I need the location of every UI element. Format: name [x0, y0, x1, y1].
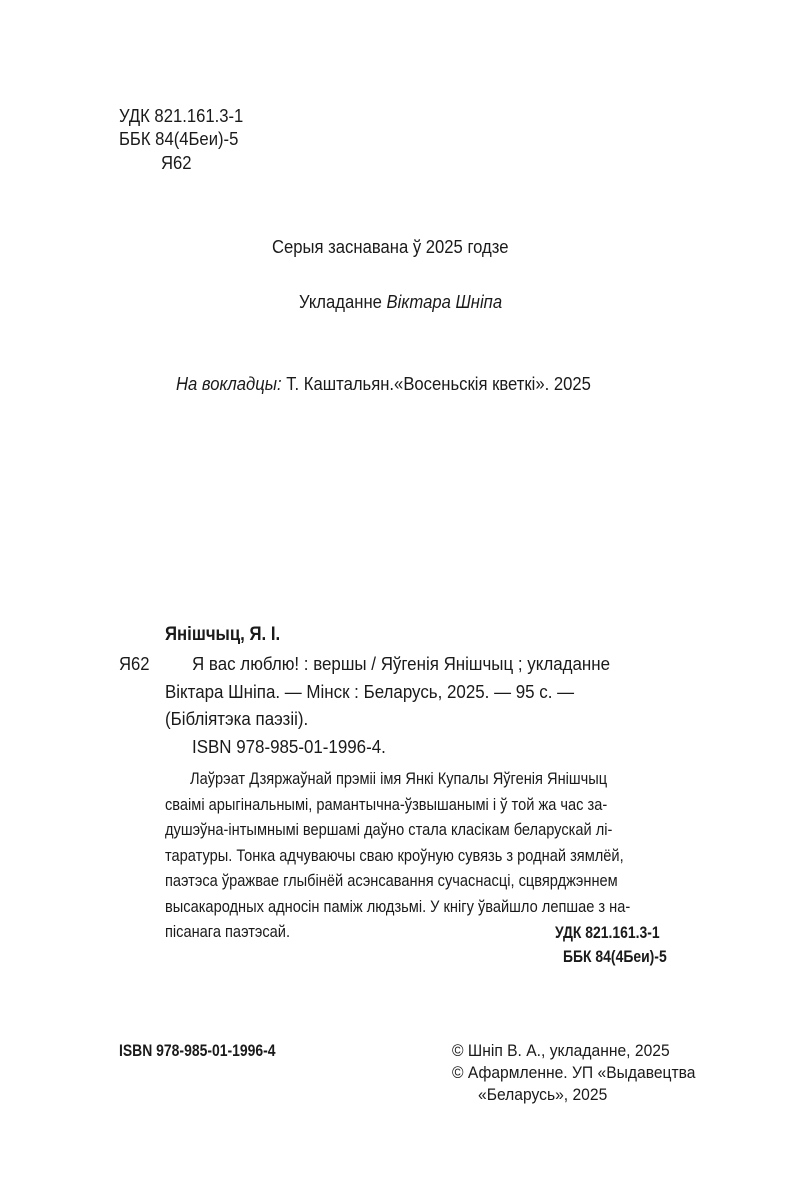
- annotation-line: Лаўрэат Дзяржаўнай прэміі імя Янкі Купалы Яўгенія Янішчыц: [190, 769, 608, 788]
- footer-isbn: ISBN 978-985-01-1996-4: [119, 1041, 276, 1060]
- compiler-line: [299, 290, 525, 314]
- annotation-line: высакародных адносін паміж людзьмі. У кнігу ўвайшло лепшае з на-: [165, 896, 631, 916]
- compiler-prefix: Укладанне: [299, 291, 387, 312]
- catalog-desc-line: (Бібліятэка паэзіі).: [165, 708, 309, 729]
- annotation: [165, 766, 706, 945]
- annotation-line: пісанага паэтэсай.: [165, 922, 291, 941]
- copyright-line: © Шніп В. А., укладанне, 2025: [452, 1041, 670, 1060]
- compiler-name: Віктара Шніпа: [386, 291, 503, 312]
- catalog-udk: УДК 821.161.3-1: [555, 923, 660, 942]
- annotation-line: душэўна-інтымнымі вершамі даўно стала класікам беларускай лі-: [165, 820, 613, 839]
- copyright-line: © Афармленне. УП «Выдавецтва: [452, 1063, 696, 1082]
- annotation-line: паэтэса ўражвае глыбінёй асэнсавання сучаснасці, сцвярджэннем: [165, 871, 618, 890]
- catalog-desc-line: Віктара Шніпа. — Мінск : Беларусь, 2025. — 95 с. —: [165, 681, 575, 702]
- series-note: Серыя заснавана ў 2025 годзе: [272, 236, 509, 257]
- cover-note: [176, 372, 637, 396]
- header-udk: УДК 821.161.3-1: [119, 105, 244, 126]
- cover-label: На вокладцы:: [176, 373, 282, 394]
- header-bbk: ББК 84(4Беи)-5: [119, 128, 239, 149]
- cover-text: Т. Каштальян.«Восеньскія кветкі». 2025: [281, 373, 591, 394]
- copyright-line: «Беларусь», 2025: [478, 1085, 608, 1104]
- catalog-isbn: ISBN 978-985-01-1996-4.: [192, 736, 386, 757]
- catalog-sign: Я62: [119, 653, 150, 674]
- catalog-heading: Янішчыц, Я. І.: [165, 623, 281, 645]
- catalog-desc-line: Я вас люблю! : вершы / Яўгенія Янішчыц ; укладанне: [192, 653, 611, 674]
- annotation-line: таратуры. Тонка адчуваючы сваю кроўную сувязь з роднай зямлёй,: [165, 845, 624, 865]
- header-author-sign: Я62: [161, 152, 192, 173]
- catalog-bbk: ББК 84(4Беи)-5: [563, 947, 667, 966]
- annotation-line: сваімі арыгінальнымі, рамантычна-ўзвышанымі і ў той жа час за-: [165, 794, 608, 814]
